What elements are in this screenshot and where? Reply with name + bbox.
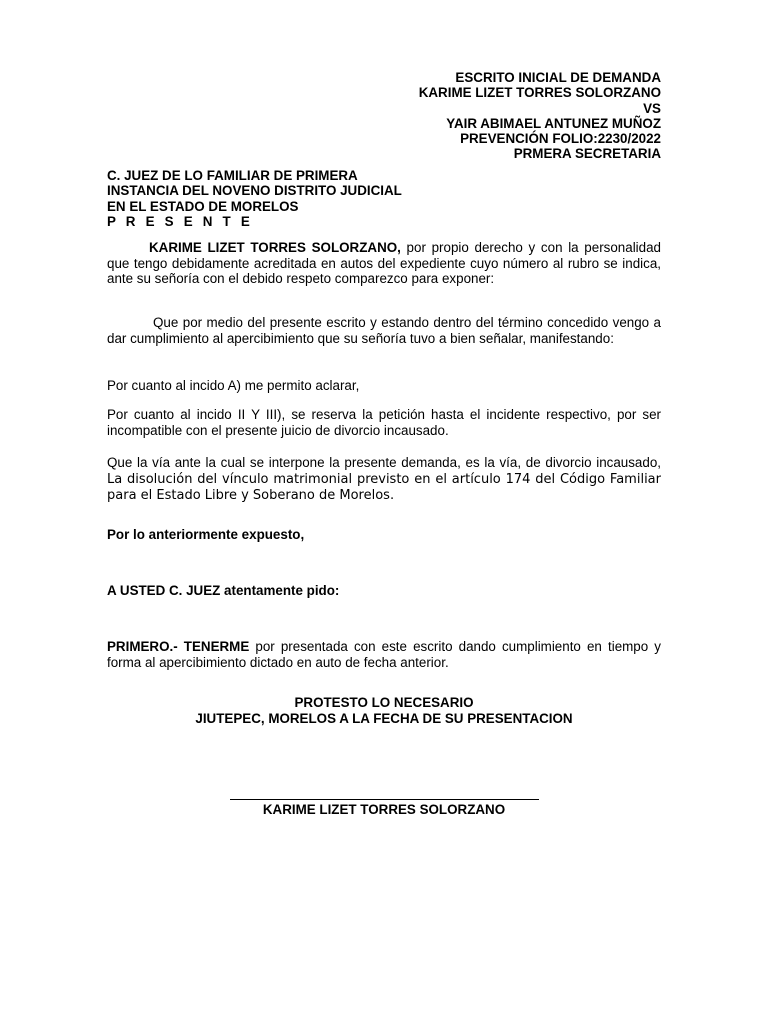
signature-line: [230, 799, 539, 800]
header-line-defendant: YAIR ABIMAEL ANTUNEZ MUÑOZ: [446, 115, 661, 131]
addressee-line-2: INSTANCIA DEL NOVENO DISTRITO JUDICIAL: [107, 183, 402, 199]
header-line-secretaria: PRMERA SECRETARIA: [513, 146, 661, 162]
intro-text: por propio derecho y con la personalidad que tengo debidamente acreditada en autos del expediente cuyo número al rubro se indica, ante su señoría con el debido respeto comparezco para exponer:: [107, 240, 661, 287]
pido-line: A USTED C. JUEZ atentamente pido:: [107, 583, 340, 598]
header-line-vs: VS: [643, 100, 661, 116]
incido-ii-paragraph: Por cuanto al incido II Y III), se reserva la petición hasta el incidente respectivo, por ser incompatible con el presente juicio de divorcio incausado.: [107, 407, 661, 438]
addressee-line-3: EN EL ESTADO DE MORELOS: [107, 198, 299, 214]
primero-text: por presentada con este escrito dando cumplimiento en tiempo y forma al apercibimiento dictado en auto de fecha anterior.: [107, 639, 661, 670]
via-text-start: Que la vía ante la cual se interpone la presente demanda, es la vía, de divorcio incausado,: [107, 455, 661, 470]
header-line-plaintiff: KARIME LIZET TORRES SOLORZANO: [418, 85, 661, 101]
header-line-folio: PREVENCIÓN FOLIO:2230/2022: [460, 131, 661, 147]
addressee-presente: P R E S E N T E: [107, 213, 253, 229]
incido-a-paragraph: Por cuanto al incido A) me permito aclarar,: [107, 378, 360, 393]
addressee-block: [107, 168, 661, 229]
via-paragraph: [107, 455, 661, 504]
expuesto-line: Por lo anteriormente expuesto,: [107, 527, 305, 542]
protesto-line: PROTESTO LO NECESARIO: [294, 695, 474, 710]
addressee-line-1: C. JUEZ DE LO FAMILIAR DE PRIMERA: [107, 168, 358, 183]
document-header: [419, 70, 661, 162]
signature-name: KARIME LIZET TORRES SOLORZANO: [262, 802, 506, 817]
primero-label: PRIMERO.- TENERME: [107, 639, 250, 654]
place-date-line: JIUTEPEC, MORELOS A LA FECHA DE SU PRESENTACION: [195, 710, 573, 726]
primero-paragraph: [107, 639, 661, 670]
intro-name: KARIME LIZET TORRES SOLORZANO,: [149, 240, 401, 255]
via-text-rest: La disolución del vínculo matrimonial previsto en el artículo 174 del Código Familiar para el Estado Libre y Soberano de Morelos.: [107, 471, 661, 504]
closing-block: [107, 695, 661, 726]
header-line-title: ESCRITO INICIAL DE DEMANDA: [455, 70, 661, 85]
compliance-paragraph: Que por medio del presente escrito y estando dentro del término concedido vengo a dar cumplimiento al apercibimiento que su señoría tuvo a bien señalar, manifestando:: [107, 315, 661, 346]
intro-paragraph: [107, 240, 661, 287]
